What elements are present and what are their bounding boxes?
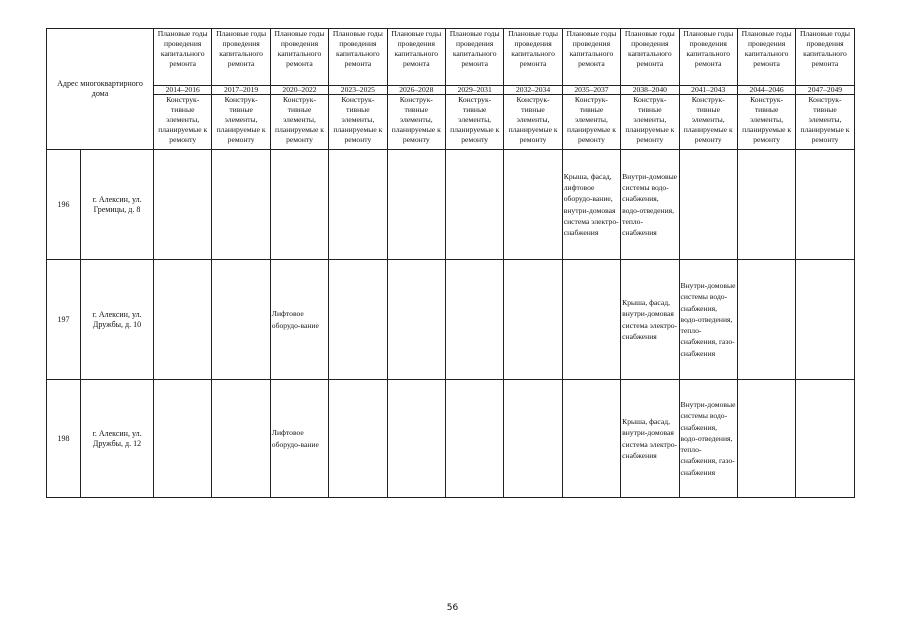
repair-work-cell [504, 260, 562, 380]
repair-work-cell [387, 260, 445, 380]
header-row-elements [47, 95, 855, 150]
elements-label-7: Конструк-тивные элементы, планируемые к ремонту [504, 95, 562, 150]
repair-work-cell: Крыша, фасад, внутри-домовая система электро-снабжения [621, 260, 679, 380]
elements-label-12: Конструк-тивные элементы, планируемые к ремонту [796, 95, 854, 150]
period-years-4: 2023–2025 [329, 86, 387, 95]
repair-work-cell [212, 150, 270, 260]
table-row [47, 260, 855, 380]
period-years-6: 2029–2031 [445, 86, 503, 95]
period-label-5: Плановые годы проведения капитального ремонта [387, 29, 445, 86]
elements-label-6: Конструк-тивные элементы, планируемые к ремонту [445, 95, 503, 150]
repair-work-cell [154, 260, 212, 380]
period-years-10: 2041–2043 [679, 86, 737, 95]
table-row [47, 150, 855, 260]
repair-work-cell [445, 150, 503, 260]
period-years-1: 2014–2016 [154, 86, 212, 95]
address-header: Адрес многоквартирного дома [47, 29, 154, 150]
repair-work-cell [387, 380, 445, 498]
repair-work-cell: Крыша, фасад, внутри-домовая система электро-снабжения [621, 380, 679, 498]
repair-work-cell [387, 150, 445, 260]
repair-work-cell: Лифтовое оборудо-вание [270, 380, 328, 498]
building-address: г. Алексин, ул. Дружбы, д. 10 [81, 260, 154, 380]
repair-work-cell: Лифтовое оборудо-вание [270, 260, 328, 380]
period-years-8: 2035–2037 [562, 86, 620, 95]
period-years-11: 2044–2046 [737, 86, 795, 95]
period-label-10: Плановые годы проведения капитального ремонта [679, 29, 737, 86]
period-label-11: Плановые годы проведения капитального ремонта [737, 29, 795, 86]
building-address: г. Алексин, ул. Дружбы, д. 12 [81, 380, 154, 498]
repair-work-cell [562, 260, 620, 380]
repair-work-cell [329, 260, 387, 380]
building-address: г. Алексин, ул. Гремицы, д. 8 [81, 150, 154, 260]
period-years-2: 2017–2019 [212, 86, 270, 95]
period-label-8: Плановые годы проведения капитального ремонта [562, 29, 620, 86]
repair-work-cell: Внутри-домовые системы водо-снабжения, водо-отведения, тепло-снабжения, газо-снабжения [679, 380, 737, 498]
period-years-7: 2032–2034 [504, 86, 562, 95]
period-years-12: 2047–2049 [796, 86, 854, 95]
period-label-2: Плановые годы проведения капитального ремонта [212, 29, 270, 86]
repair-work-cell [737, 260, 795, 380]
row-number: 198 [47, 380, 81, 498]
period-label-9: Плановые годы проведения капитального ремонта [621, 29, 679, 86]
period-label-7: Плановые годы проведения капитального ремонта [504, 29, 562, 86]
period-years-9: 2038–2040 [621, 86, 679, 95]
elements-label-2: Конструк-тивные элементы, планируемые к ремонту [212, 95, 270, 150]
repair-work-cell [329, 380, 387, 498]
repair-work-cell: Внутри-домовые системы водо-снабжения, водо-отведения, тепло-снабжения [621, 150, 679, 260]
elements-label-8: Конструк-тивные элементы, планируемые к ремонту [562, 95, 620, 150]
elements-label-3: Конструк-тивные элементы, планируемые к ремонту [270, 95, 328, 150]
page-number: 56 [446, 603, 459, 613]
period-label-4: Плановые годы проведения капитального ремонта [329, 29, 387, 86]
repair-work-cell [504, 380, 562, 498]
repair-work-cell: Крыша, фасад, лифтовое оборудо-вание, внутри-домовая система электро-снабжения [562, 150, 620, 260]
repair-work-cell [796, 380, 854, 498]
header-row-label [47, 29, 855, 86]
repair-work-cell [562, 380, 620, 498]
elements-label-11: Конструк-тивные элементы, планируемые к ремонту [737, 95, 795, 150]
repair-work-cell [737, 380, 795, 498]
header-row-periods [47, 86, 855, 95]
repair-work-cell [154, 150, 212, 260]
row-number: 196 [47, 150, 81, 260]
period-label-6: Плановые годы проведения капитального ремонта [445, 29, 503, 86]
repair-work-cell [329, 150, 387, 260]
elements-label-10: Конструк-тивные элементы, планируемые к ремонту [679, 95, 737, 150]
repair-work-cell [796, 150, 854, 260]
elements-label-9: Конструк-тивные элементы, планируемые к ремонту [621, 95, 679, 150]
row-number: 197 [47, 260, 81, 380]
table-body [47, 29, 855, 498]
capital-repair-table [46, 28, 855, 498]
repair-work-cell [212, 380, 270, 498]
repair-work-cell [679, 150, 737, 260]
repair-work-cell [504, 150, 562, 260]
elements-label-4: Конструк-тивные элементы, планируемые к ремонту [329, 95, 387, 150]
repair-work-cell [796, 260, 854, 380]
elements-label-1: Конструк-тивные элементы, планируемые к ремонту [154, 95, 212, 150]
repair-work-cell [270, 150, 328, 260]
period-label-3: Плановые годы проведения капитального ремонта [270, 29, 328, 86]
repair-work-cell: Внутри-домовые системы водо-снабжения, водо-отведения, тепло-снабжения, газо-снабжения [679, 260, 737, 380]
repair-work-cell [154, 380, 212, 498]
period-years-3: 2020–2022 [270, 86, 328, 95]
elements-label-5: Конструк-тивные элементы, планируемые к ремонту [387, 95, 445, 150]
period-label-1: Плановые годы проведения капитального ремонта [154, 29, 212, 86]
period-years-5: 2026–2028 [387, 86, 445, 95]
repair-work-cell [212, 260, 270, 380]
repair-work-cell [737, 150, 795, 260]
repair-work-cell [445, 260, 503, 380]
period-label-12: Плановые годы проведения капитального ремонта [796, 29, 854, 86]
table-row [47, 380, 855, 498]
repair-work-cell [445, 380, 503, 498]
